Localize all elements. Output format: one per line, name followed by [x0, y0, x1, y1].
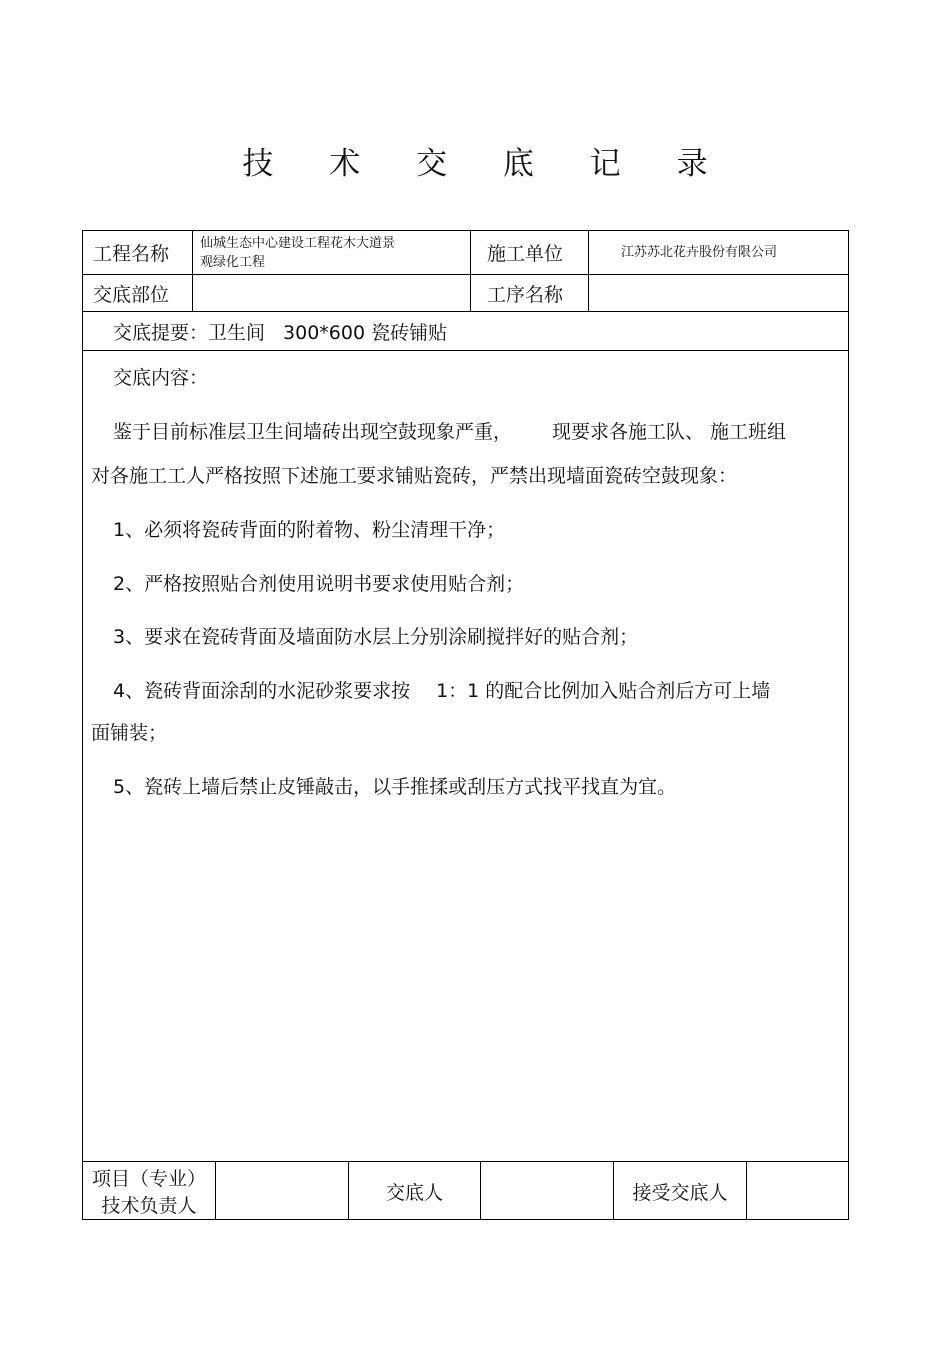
content-item-5: 5、瓷砖上墙后禁止皮锤敲击，以手推揉或刮压方式找平找直为宜。 [113, 776, 677, 798]
tech-lead-signature-cell[interactable] [216, 1162, 349, 1220]
project-name-value-line2: 观绿化工程 [200, 254, 266, 270]
row-summary [83, 312, 848, 351]
process-label: 工序名称 [487, 283, 564, 306]
content-intro-line1-b: 现要求各施工队、 施工班组 [552, 421, 787, 443]
technical-briefing-form [82, 230, 849, 1220]
content-item-2: 2、严格按照贴合剂使用说明书要求使用贴合剂； [113, 573, 525, 595]
tech-lead-label-line2: 技术负责人 [101, 1195, 197, 1217]
presenter-signature-cell[interactable] [481, 1162, 614, 1220]
tech-lead-label-cell [83, 1162, 216, 1220]
presenter-label-cell [349, 1162, 481, 1220]
project-name-label-cell [83, 231, 193, 274]
construction-unit-label: 施工单位 [487, 243, 564, 265]
page-title: 技 术 交 底 记 录 [242, 146, 731, 182]
location-label: 交底部位 [93, 283, 170, 306]
content-intro-line1 [83, 417, 848, 444]
presenter-label: 交底人 [385, 1181, 443, 1204]
content-item-4 [83, 676, 848, 703]
content-item-1: 1、必须将瓷砖背面的附着物、粉尘清理干净； [113, 519, 506, 541]
content-intro-line2: 对各施工工人严格按照下述施工要求铺贴瓷砖，严禁出现墙面瓷砖空鼓现象： [91, 465, 738, 487]
row-signatures [83, 1161, 848, 1220]
content-intro-line1-a: 鉴于目前标准层卫生间墙砖出现空鼓现象严重， [113, 421, 513, 443]
project-name-value-line1: 仙城生态中心建设工程花木大道景 [200, 235, 396, 251]
receiver-label-cell [614, 1162, 747, 1220]
summary-label: 交底提要：卫生间 [113, 321, 266, 344]
construction-unit-label-cell [471, 231, 589, 274]
row-project-info [83, 231, 848, 275]
project-name-label: 工程名称 [93, 243, 170, 265]
content-item-3: 3、要求在瓷砖背面及墙面防水层上分别涂刷搅拌好的贴合剂； [113, 626, 639, 648]
location-label-cell [83, 275, 193, 311]
process-value-cell[interactable] [589, 275, 848, 311]
location-value-cell[interactable] [193, 275, 471, 311]
summary-value: 300*600 瓷砖铺贴 [283, 321, 448, 344]
content-item-4-b: 1：1 的配合比例加入贴合剂后方可上墙 [436, 680, 771, 702]
construction-unit-value-cell[interactable] [589, 231, 848, 274]
receiver-signature-cell[interactable] [747, 1162, 848, 1220]
construction-unit-value: 江苏苏北花卉股份有限公司 [621, 245, 778, 260]
content-item-4-a: 4、瓷砖背面涂刮的水泥砂浆要求按 [113, 680, 411, 702]
receiver-label: 接受交底人 [632, 1181, 728, 1204]
summary-cell [83, 312, 848, 350]
project-name-value-cell[interactable] [193, 231, 471, 274]
row-location-process [83, 275, 848, 312]
content-label: 交底内容： [113, 367, 209, 389]
tech-lead-label-line1: 项目（专业） [91, 1168, 206, 1190]
process-label-cell [471, 275, 589, 311]
content-item-4-continued: 面铺装； [91, 722, 168, 744]
